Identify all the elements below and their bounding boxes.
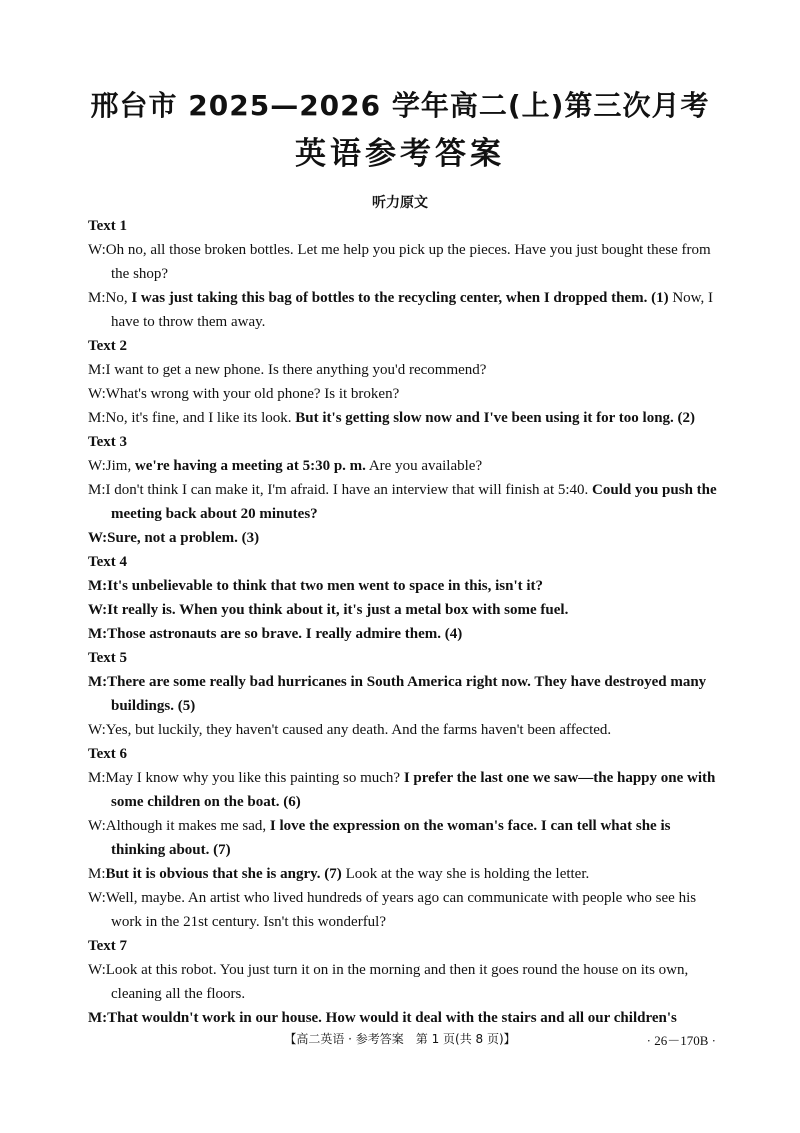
answer-key-text: M:Those astronauts are so brave. I really admire them. (4) <box>88 626 463 642</box>
dialogue-text: M:No, <box>88 290 132 306</box>
answer-key-text: I was just taking this bag of bottles to the recycling center, when I dropped them. (1) <box>131 290 669 306</box>
dialogue-text: Are you available? <box>365 458 483 474</box>
dialogue-text: M:No, it's fine, and I like its look. <box>88 410 296 426</box>
dialogue-line <box>88 670 720 718</box>
dialogue-text: M:I don't think I can make it, I'm afraid. I have an interview that will finish at 5:40. <box>88 482 593 498</box>
section-heading: 听力原文 <box>372 195 428 211</box>
dialogue-line <box>88 598 720 622</box>
answer-key-text: M:That wouldn't work in our house. How would it deal with the stairs and all our children's <box>88 1010 677 1026</box>
answer-key-text: M:There are some really bad hurricanes in South America right now. They have destroyed many buildings. (5) <box>88 674 707 714</box>
document-subtitle: 英语参考答案 <box>295 136 505 172</box>
dialogue-line <box>88 286 720 334</box>
dialogue-line <box>88 766 720 814</box>
dialogue-text: Now, I have to throw them away. <box>111 290 714 330</box>
dialogue-line <box>88 1006 720 1030</box>
dialogue-line <box>88 526 720 550</box>
dialogue-text: W:Jim, <box>88 458 135 474</box>
text-heading: Text 1 <box>88 218 128 234</box>
dialogue-text: W:Yes, but luckily, they haven't caused any death. And the farms haven't been affected. <box>88 722 612 738</box>
text-heading: Text 4 <box>88 554 128 570</box>
dialogue-line <box>88 574 720 598</box>
answer-key-text: But it's getting slow now and I've been using it for too long. (2) <box>295 410 696 426</box>
dialogue-line <box>88 238 720 286</box>
dialogue-text: M: <box>88 866 106 882</box>
answer-key-text: I prefer the last one we saw—the happy one with some children on the boat. (6) <box>111 770 716 810</box>
answer-key-text: But it is obvious that she is angry. (7) <box>105 866 342 882</box>
text-heading: Text 6 <box>88 746 128 762</box>
dialogue-text: W:Although it makes me sad, <box>88 818 270 834</box>
dialogue-line <box>88 478 720 526</box>
dialogue-line <box>88 718 720 742</box>
answer-key-text: I love the expression on the woman's face. I can tell what she is thinking about. (7) <box>111 818 671 858</box>
text-heading: Text 2 <box>88 338 128 354</box>
dialogue-text: W:Well, maybe. An artist who lived hundreds of years ago can communicate with people who see his work in the 21st century. Isn't this wonderful? <box>88 890 697 930</box>
exam-title: 邢台市 2025—2026 学年高二(上)第三次月考 <box>90 89 710 122</box>
answer-key-text: M:It's unbelievable to think that two men went to space in this, isn't it? <box>88 578 544 594</box>
text-heading: Text 7 <box>88 938 128 954</box>
transcript-body <box>88 214 720 1030</box>
text-heading: Text 3 <box>88 434 128 450</box>
text-heading: Text 5 <box>88 650 128 666</box>
dialogue-line <box>88 406 720 430</box>
dialogue-line <box>88 358 720 382</box>
page-footer <box>0 1030 800 1050</box>
footer-code: · 26－170B · <box>646 1033 716 1048</box>
dialogue-text: M:May I know why you like this painting so much? <box>88 770 404 786</box>
dialogue-line <box>88 958 720 1006</box>
dialogue-line <box>88 622 720 646</box>
answer-key-text: W:It really is. When you think about it, it's just a metal box with some fuel. <box>88 602 569 618</box>
dialogue-line <box>88 382 720 406</box>
dialogue-text: M:I want to get a new phone. Is there anything you'd recommend? <box>88 362 487 378</box>
dialogue-line <box>88 454 720 478</box>
dialogue-line <box>88 814 720 862</box>
dialogue-text: W:Look at this robot. You just turn it on in the morning and then it goes round the house on its own, cleaning all the floors. <box>88 962 689 1002</box>
dialogue-text: W:Oh no, all those broken bottles. Let me help you pick up the pieces. Have you just bought these from the shop? <box>88 242 711 282</box>
dialogue-text: Look at the way she is holding the letter. <box>341 866 590 882</box>
dialogue-line <box>88 886 720 934</box>
dialogue-line <box>88 862 720 886</box>
footer-page-info: 【高二英语 · 参考答案 第 1 页(共 8 页)】 <box>284 1032 516 1046</box>
answer-key-text: we're having a meeting at 5:30 p. m. <box>134 458 366 474</box>
answer-key-text: W:Sure, not a problem. (3) <box>88 530 260 546</box>
dialogue-text: W:What's wrong with your old phone? Is it broken? <box>88 386 400 402</box>
answer-key-text: Could you push the meeting back about 20 minutes? <box>111 482 717 522</box>
